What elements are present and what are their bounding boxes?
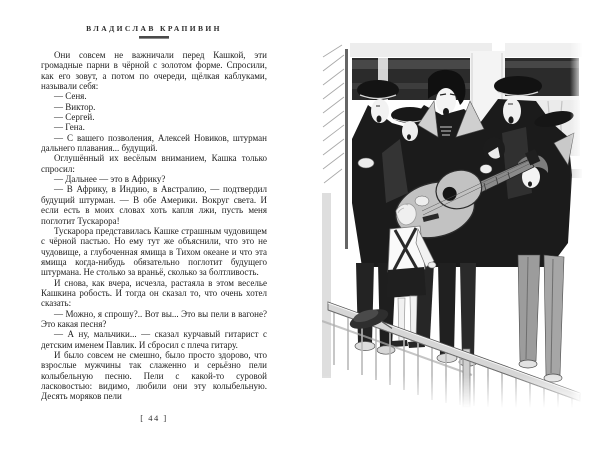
dialogue-line: — А ну, мальчики... — сказал курчавый гитарист с детским именем Павлик. И сбросил с плеча гитару.	[41, 329, 267, 350]
sailor-cap	[357, 80, 399, 100]
paragraph: И было совсем не смешно, было просто здорово, что взрослые мужчины так слаженно и серьёзно пели колыбельную песню. Пели с какой-то суровой ласковостью: видимо, любили они эту колыбельную. Десять моряков пели	[41, 349, 267, 402]
running-head-rule	[139, 36, 169, 39]
kashka-shorts	[386, 267, 426, 298]
kashka-sandal	[392, 340, 408, 347]
dialogue-line: — Сергей.	[54, 112, 95, 123]
paragraph: И снова, как вчера, исчезла, растаяла в этом веселье Кашкина робость. И тогда он сказал то, что очень хотел сказать:	[41, 277, 267, 309]
paragraph: Оглушённый их весёлым вниманием, Кашка только спросил:	[41, 153, 267, 174]
strumming-hand	[415, 196, 429, 206]
dialogue-line: — Виктор.	[54, 101, 96, 112]
right-page	[300, 0, 600, 450]
dialogue-line: — Гена.	[54, 122, 85, 133]
dialogue-line: — В Африку, в Индию, в Австралию, — подтвердил будущий штурман. — В обе Америки. Вокруг света. И если есть в моих словах хоть капля лжи, пусть меня поглотит Тускарора!	[41, 184, 267, 226]
fretting-hand	[480, 165, 492, 174]
dialogue-line: — Дальнее — это в Африку?	[54, 174, 166, 185]
left-page	[41, 24, 267, 436]
paragraph: Тускарора представилась Кашке страшным чудовищем с чёрной пастью. Но ему тут же объяснили, что это не чудовище, а глубоченная ямища в Тихом океане и что эта ямища когда-нибудь обязательно поглотит будущего штурмана. Не столько за враньё, сколько за болтливость.	[41, 225, 267, 278]
dialogue-line: — Можно, я спрошу?.. Вот вы... Это вы пели в вагоне? Это какая песня?	[41, 308, 267, 329]
raised-hand	[358, 158, 374, 168]
paragraph: Они совсем не важничали перед Кашкой, эти громадные парни в чёрной с золотом форме. Спросили, как его зовут, а потом по очереди, щёлкая каблуками, называли себя:	[41, 50, 267, 92]
dialogue-line: — Сеня.	[54, 91, 87, 102]
body-text	[41, 50, 267, 402]
running-head: ВЛАДИСЛАВ КРАПИВИН	[86, 24, 222, 33]
dialogue-line: — С вашего позволения, Алексей Новиков, штурман дальнего плавания... будущий.	[41, 132, 267, 154]
illustration-sailors-singing	[322, 43, 582, 408]
page-number: [ 44 ]	[140, 413, 168, 423]
